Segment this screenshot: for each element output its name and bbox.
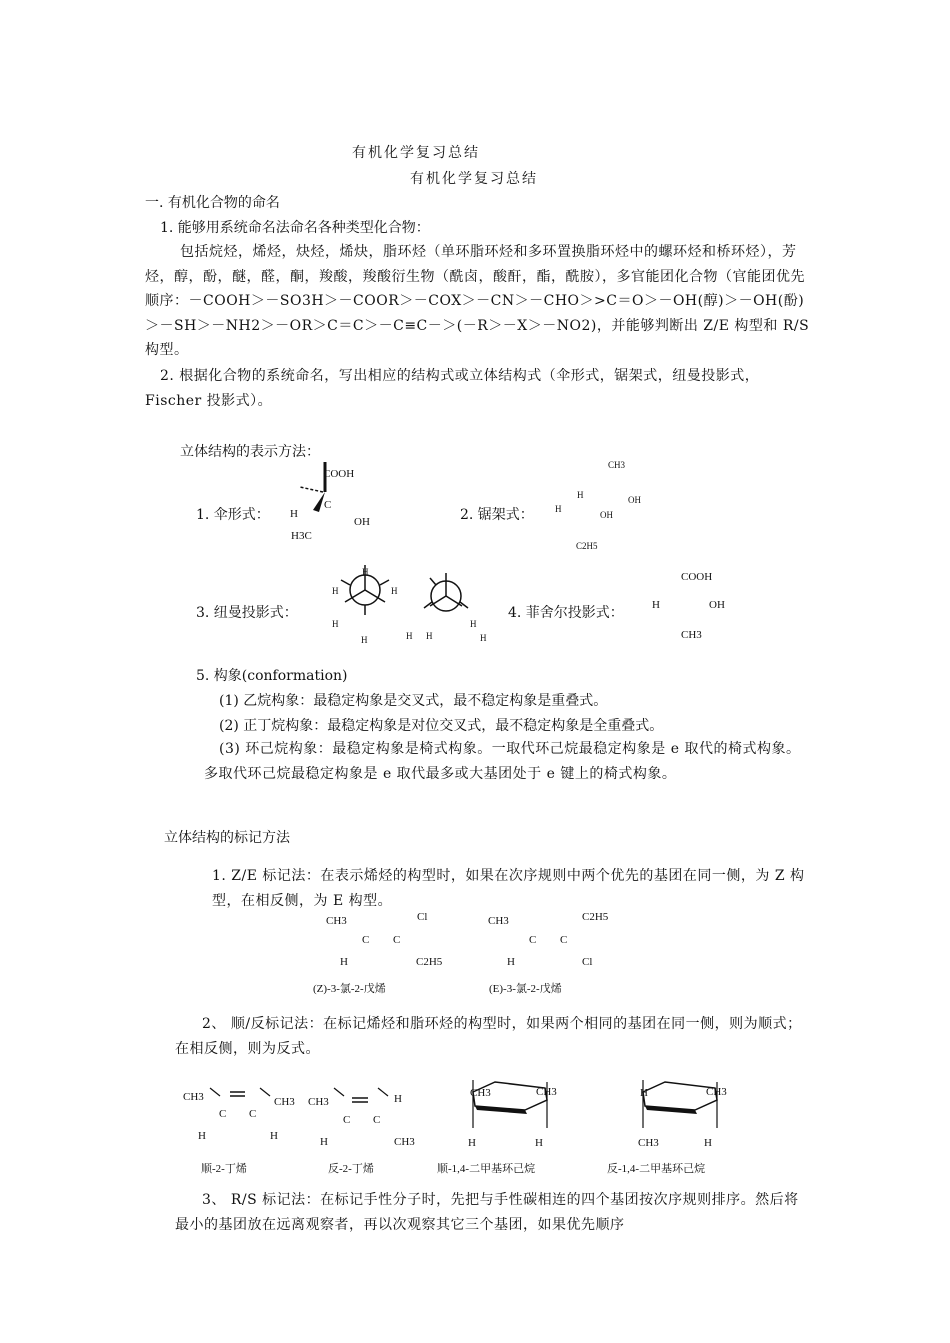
fig3-n2-bottom-right: H: [480, 633, 487, 643]
trans-2-butene-bonds: [330, 1082, 400, 1122]
cis-h-left: H: [198, 1130, 206, 1142]
trans-c1: C: [343, 1114, 351, 1126]
fig4-ch3: CH3: [681, 629, 702, 641]
fig3-n2-right: H: [470, 619, 477, 629]
fig1-h: H: [290, 508, 298, 520]
fig3-n1-bottom-left: H: [332, 619, 339, 629]
cis-h-right: H: [270, 1130, 278, 1142]
fig3-n2-bottom-left: H: [406, 631, 413, 641]
fig4-h: H: [652, 599, 660, 611]
fig2-h-upper: H: [577, 490, 584, 500]
cis-ch3-left: CH3: [183, 1091, 204, 1103]
cis-ring-h-left: H: [468, 1137, 476, 1149]
fig2-oh-upper: OH: [628, 495, 641, 505]
trans-ring-h-right: H: [704, 1137, 712, 1149]
name-cis-dimethylcyclohexane: 顺-1,4-二甲基环己烷: [437, 1163, 536, 1175]
conformation-butane: (2) 正丁烷构象：最稳定构象是对位交叉式，最不稳定构象是全重叠式。: [219, 718, 664, 734]
trans-ch3-right: CH3: [394, 1136, 415, 1148]
fig4-oh: OH: [709, 599, 725, 611]
fig1-oh: OH: [354, 516, 370, 528]
cis-trans-marking-text: 2、 顺/反标记法：在标记烯烃和脂环烃的构型时，如果两个相同的基团在同一侧，则为顺式；在相反侧，则为反式。: [175, 1016, 802, 1057]
z-name: (Z)-3-氯-2-戊烯: [313, 983, 386, 995]
stereo-marking-heading: 立体结构的标记方法: [164, 830, 290, 846]
e-c1: C: [529, 934, 537, 946]
newman-projection-eclipsed: [418, 568, 478, 628]
fig1-h3c: H3C: [291, 530, 312, 542]
rep1-label: 1. 伞形式：: [196, 507, 270, 523]
fig3-n1-right: H: [391, 586, 398, 596]
z-cl: Cl: [417, 911, 428, 923]
e-ch3: CH3: [488, 915, 509, 927]
z-c2: C: [393, 934, 401, 946]
rep3-label: 3. 纽曼投影式：: [196, 605, 298, 621]
conformation-title: 5. 构象(conformation): [196, 668, 348, 684]
conformation-cyclohexane: (3) 环己烷构象：最稳定构象是椅式构象。一取代环己烷最稳定构象是 e 取代的椅式构象。多取代环己烷最稳定构象是 e 取代最多或大基团处于 e 键上的椅式构象。: [204, 741, 801, 782]
rep4-label: 4. 菲舍尔投影式：: [508, 605, 624, 621]
cis-ring-ch3-left: CH3: [470, 1087, 491, 1099]
trans-ring-ch3-left: CH3: [638, 1137, 659, 1149]
fig2-c2h5: C2H5: [576, 541, 598, 551]
fig3-n1-top: H: [362, 567, 369, 577]
cis-ring-h-right: H: [535, 1137, 543, 1149]
z-c1: C: [362, 934, 370, 946]
conformation-ethane: (1) 乙烷构象：最稳定构象是交叉式，最不稳定构象是重叠式。: [219, 693, 608, 709]
rep2-label: 2. 锯架式：: [460, 507, 534, 523]
trans-ring-h-left: H: [640, 1087, 648, 1099]
e-c2h5: C2H5: [582, 911, 609, 923]
fig4-cooh: COOH: [681, 571, 713, 583]
trans-ring-ch3-right: CH3: [706, 1086, 727, 1098]
cis-ring-ch3-right: CH3: [536, 1086, 557, 1098]
e-c2: C: [560, 934, 568, 946]
fig3-n1-bottom: H: [361, 635, 368, 645]
e-h: H: [507, 956, 515, 968]
z-h: H: [340, 956, 348, 968]
trans-c2: C: [373, 1114, 381, 1126]
cis-c2: C: [249, 1108, 257, 1120]
fig2-oh-lower: OH: [600, 510, 613, 520]
name-trans-2-butene: 反-2-丁烯: [328, 1163, 374, 1175]
item1-title: 1. 能够用系统命名法命名各种类型化合物：: [160, 220, 430, 236]
fig1-cooh: COOH: [323, 468, 355, 480]
z-ch3: CH3: [326, 915, 347, 927]
cis-c1: C: [219, 1108, 227, 1120]
fig3-n2-bottom-left-2: H: [426, 631, 433, 641]
trans-ch3-left: CH3: [308, 1096, 329, 1108]
e-name: (E)-3-氯-2-戊烯: [489, 983, 562, 995]
rs-marking-text: 3、 R/S 标记法：在标记手性分子时，先把与手性碳相连的四个基团按次序规则排序。然后将最小的基团放在远离观察者，再以次观察其它三个基团，如果优先顺序: [175, 1192, 799, 1233]
doc-title-2: 有机化学复习总结: [410, 171, 538, 187]
cis-ch3-right: CH3: [274, 1096, 295, 1108]
fig1-center-c: C: [324, 499, 332, 511]
trans-h-left: H: [320, 1136, 328, 1148]
item1-body: 包括烷烃，烯烃，炔烃，烯炔，脂环烃（单环脂环烃和多环置换脂环烃中的螺环烃和桥环烃），芳烃，醇，酚，醚，醛，酮，羧酸，羧酸衍生物（酰卤，酸酐，酯，酰胺），多官能团化合物（官能团优先顺序：－COOH＞－SO3H＞－COOR＞－COX＞－CN＞－CHO＞>C＝O＞－OH(醇)＞－OH(酚)＞－SH＞－NH2＞－OR＞C＝C＞－C≡C－＞(－R＞－X＞－NO2)，并能够判断出 Z/E 构型和 R/S 构型。: [145, 244, 810, 358]
fig2-h-lower: H: [555, 504, 562, 514]
ze-marking-text: 1. Z/E 标记法：在表示烯烃的构型时，如果在次序规则中两个优先的基团在同一侧，为 Z 构型，在相反侧，为 E 构型。: [212, 868, 805, 909]
item2-title: 2. 根据化合物的系统命名，写出相应的结构式或立体结构式（伞形式，锯架式，纽曼投影式，Fischer 投影式）。: [145, 368, 760, 409]
section-heading-naming: 一. 有机化合物的命名: [145, 195, 280, 211]
doc-title-1: 有机化学复习总结: [352, 145, 480, 161]
stereo-representation-heading: 立体结构的表示方法：: [180, 444, 320, 460]
e-cl: Cl: [582, 956, 593, 968]
trans-h-right: H: [394, 1093, 402, 1105]
z-c2h5: C2H5: [416, 956, 443, 968]
fig3-n1-left: H: [332, 586, 339, 596]
fig2-ch3: CH3: [608, 460, 626, 470]
name-trans-dimethylcyclohexane: 反-1,4-二甲基环己烷: [607, 1163, 706, 1175]
name-cis-2-butene: 顺-2-丁烯: [201, 1163, 247, 1175]
